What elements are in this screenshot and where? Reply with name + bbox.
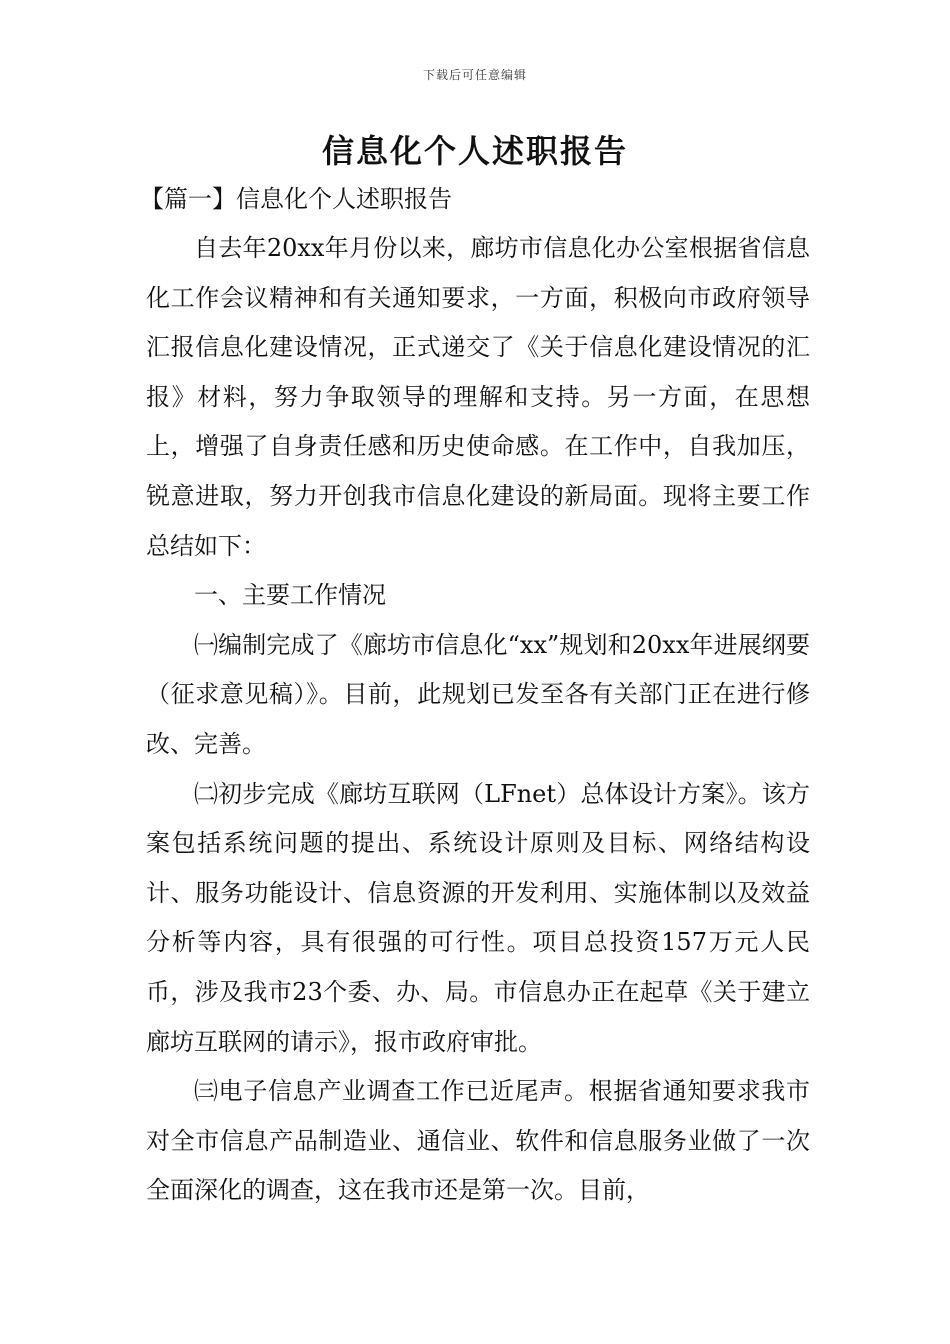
paragraph-intro: 自去年20xx年月份以来，廊坊市信息化办公室根据省信息化工作会议精神和有关通知要求，一方面，积极向市政府领导汇报信息化建设情况，正式递交了《关于信息化建设情况的汇报》材料，努力争取领导的理解和支持。另一方面，在思想上，增强了自身责任感和历史使命感。在工作中，自我加压，锐意进取，努力开创我市信息化建设的新局面。现将主要工作总结如下： bbox=[146, 234, 810, 560]
paragraph-item-2: ㈡初步完成《廊坊互联网（LFnet）总体设计方案》。该方案包括系统问题的提出、系统设计原则及目标、网络结构设计、服务功能设计、信息资源的开发利用、实施体制以及效益分析等内容，具有很强的可行性。项目总投资157万元人民币，涉及我市23个委、办、局。市信息办正在起草《关于建立廊坊互联网的请示》，报市政府审批。 bbox=[146, 779, 810, 1056]
paragraph-item-3: ㈢电子信息产业调查工作已近尾声。根据省通知要求我市对全市信息产品制造业、通信业、软件和信息服务业做了一次全面深化的调查，这在我市还是第一次。目前， bbox=[146, 1077, 810, 1205]
document-title: 信息化个人述职报告 bbox=[321, 132, 628, 170]
header-note: 下载后可任意编辑 bbox=[422, 68, 527, 82]
document-body bbox=[146, 224, 810, 1216]
paragraph-subheading: 一、主要工作情况 bbox=[194, 581, 386, 610]
paragraph-item-1: ㈠编制完成了《廊坊市信息化“xx”规划和20xx年进展纲要（征求意见稿）》。目前，此规划已发至各有关部门正在进行修改、完善。 bbox=[146, 630, 810, 758]
section-heading: 【篇一】信息化个人述职报告 bbox=[140, 185, 452, 213]
